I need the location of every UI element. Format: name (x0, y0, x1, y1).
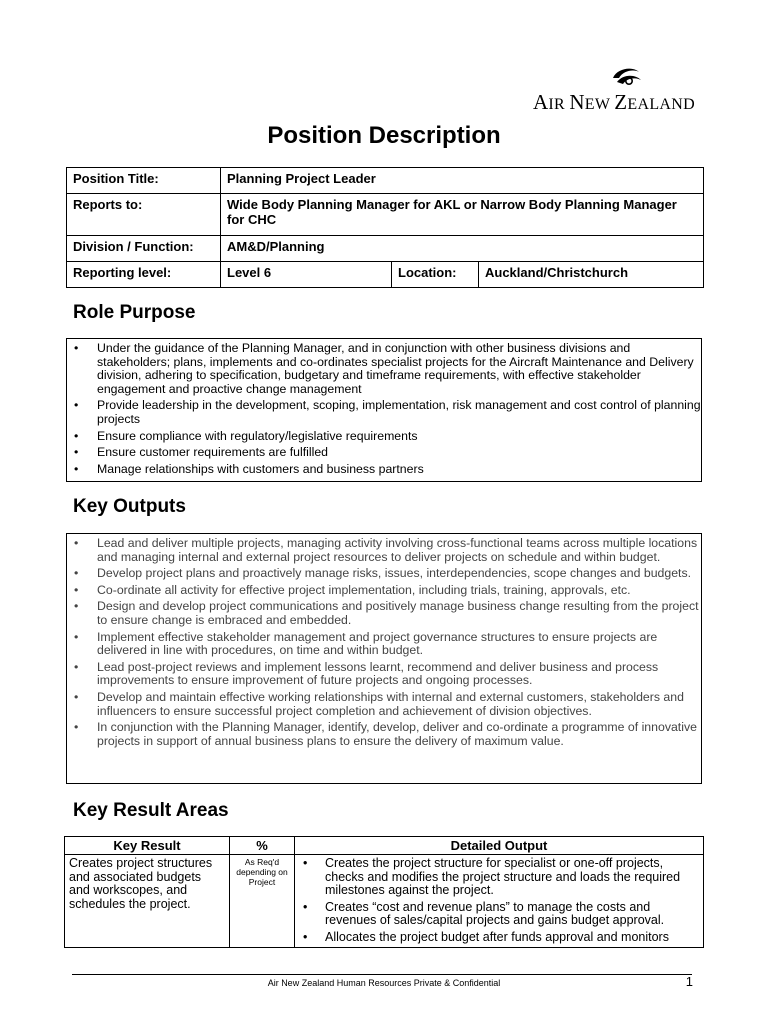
list-item: • In conjunction with the Planning Manager, identify, develop, deliver and co-ordinate a programme of innovative projects in support of annual business plans to ensure the delivery of maximum value. (74, 720, 697, 748)
list-item: • Provide leadership in the development, scoping, implementation, risk management and cost control of planning projects (74, 398, 701, 426)
position-title-value: Planning Project Leader (221, 168, 704, 194)
list-item: • Design and develop project communications and positively manage business change resulting from the project to ensure change is embraced and embedded. (74, 599, 699, 627)
key-outputs-heading: Key Outputs (73, 496, 186, 517)
detailed-output-cell (295, 855, 704, 948)
list-item: • Under the guidance of the Planning Manager, and in conjunction with other business divisions and stakeholders; plans, implements and co-ordinates specialist projects for the Aircraft Maintenance and Delivery division, adhering to specification, budgetary and timeframe requirements, with effective stakeholder engagement and proactive change management (74, 341, 694, 396)
column-header-percent: % (230, 837, 295, 855)
list-item: • Co-ordinate all activity for effective project implementation, including trials, training, approvals, etc. (74, 582, 631, 597)
bullet-icon: • (74, 536, 79, 550)
key-result-areas-table (64, 836, 704, 948)
bullet-icon: • (74, 659, 79, 674)
koru-logo-icon (609, 64, 645, 90)
page-title: Position Description (267, 122, 501, 149)
list-item: • Lead post-project reviews and implement lessons learnt, recommend and deliver business and process improvements to ensure improvement of future projects and ongoing processes. (74, 659, 659, 688)
bullet-icon: • (303, 929, 308, 944)
key-result-areas-heading: Key Result Areas (73, 800, 229, 821)
list-item: • Develop project plans and proactively manage risks, issues, interdependencies, scope changes and budgets. (74, 566, 692, 581)
bullet-icon: • (74, 461, 79, 476)
position-details-table (66, 167, 704, 288)
list-item: • Creates the project structure for specialist or one-off projects, checks and modifies the project structure and loads the required milestones against the project. (303, 856, 681, 898)
role-purpose-heading: Role Purpose (73, 302, 196, 323)
reporting-level-value: Level 6 (221, 262, 392, 288)
role-purpose-list (67, 342, 701, 476)
location-value: Auckland/Christchurch (479, 262, 704, 288)
column-header-detailed-output: Detailed Output (295, 837, 704, 855)
list-item: • Implement effective stakeholder management and project governance structures to ensure projects are delivered in line with procedures, on time and within budget. (74, 629, 658, 658)
reports-to-value: Wide Body Planning Manager for AKL or Narrow Body Planning Manager for CHC (221, 194, 704, 236)
bullet-icon: • (74, 428, 79, 443)
list-item: • Manage relationships with customers and business partners (74, 461, 424, 476)
key-outputs-list (67, 537, 701, 748)
bullet-icon: • (303, 856, 308, 870)
location-label: Location: (392, 262, 479, 288)
list-item: • Ensure customer requirements are fulfilled (74, 445, 329, 460)
footer-divider (72, 974, 692, 975)
list-item: • Ensure compliance with regulatory/legislative requirements (74, 428, 418, 443)
page-number: 1 (685, 974, 693, 989)
list-item: • Creates “cost and revenue plans” to manage the costs and revenues of sales/capital projects and gains budget approval. (303, 899, 665, 928)
division-value: AM&D/Planning (221, 236, 704, 262)
list-item: • Lead and deliver multiple projects, managing activity involving cross-functional teams across multiple locations and managing internal and external project resources to deliver projects on schedule and within budget. (74, 536, 698, 564)
reports-to-label: Reports to: (67, 194, 221, 236)
key-result-cell: Creates project structures and associated budgets and workscopes, and schedules the project. (65, 855, 230, 948)
footer-text: Air New Zealand Human Resources Private & Confidential (267, 978, 501, 988)
column-header-key-result: Key Result (65, 837, 230, 855)
bullet-icon: • (74, 582, 79, 597)
table-row (65, 855, 704, 948)
position-title-label: Position Title: (67, 168, 221, 194)
bullet-icon: • (74, 629, 79, 644)
bullet-icon: • (74, 720, 79, 735)
reporting-level-label: Reporting level: (67, 262, 221, 288)
bullet-icon: • (74, 689, 79, 704)
logo-wordmark: AIR NEW ZEALAND (532, 90, 695, 114)
key-outputs-box (66, 533, 702, 784)
bullet-icon: • (74, 445, 79, 460)
division-label: Division / Function: (67, 236, 221, 262)
list-item: • Allocates the project budget after funds approval and monitors (303, 929, 669, 944)
bullet-icon: • (74, 599, 79, 614)
percent-cell: As Req'd depending on Project (230, 855, 295, 948)
list-item: • Develop and maintain effective working relationships with internal and external customers, stakeholders and influencers to ensure successful project completion and achievement of division objectives. (74, 689, 684, 718)
role-purpose-box (66, 338, 702, 482)
bullet-icon: • (303, 899, 308, 914)
bullet-icon: • (74, 566, 79, 581)
bullet-icon: • (74, 341, 79, 355)
bullet-icon: • (74, 398, 79, 413)
